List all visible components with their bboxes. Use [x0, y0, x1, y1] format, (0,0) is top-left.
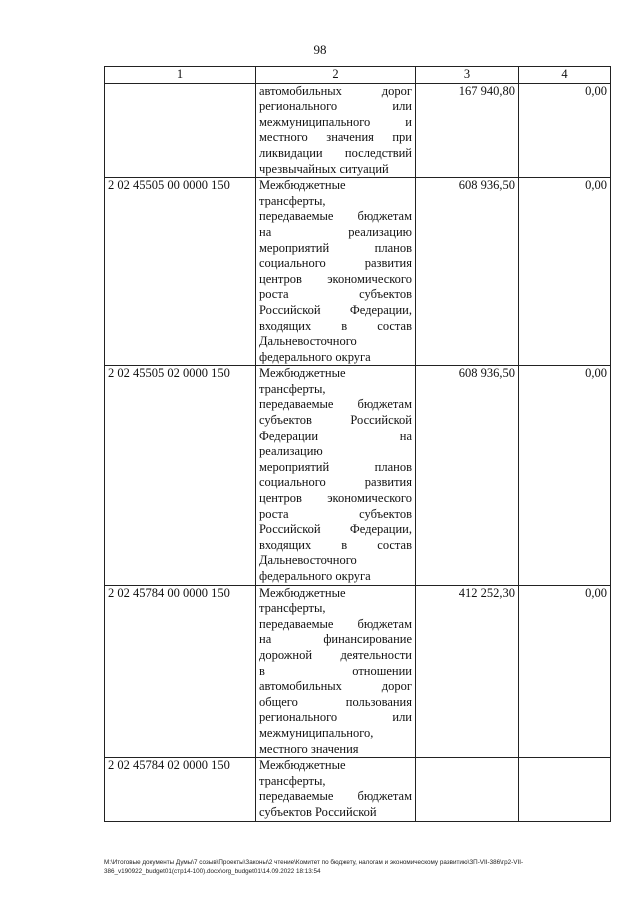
column-header-3: 3 — [416, 67, 519, 84]
name-line: реализацию — [259, 444, 323, 459]
amount-col3 — [416, 758, 519, 821]
name-line: центров экономического — [259, 491, 412, 506]
table-row — [105, 366, 611, 585]
name-line: Федерации на — [259, 428, 412, 443]
name-line: социального развития — [259, 475, 412, 490]
name-line: регионального или — [259, 710, 412, 725]
footer-line-2: 386_v190922_budget01(стр14-100).docx\org_budget01\14.09.2022 18:13:54 — [104, 868, 321, 875]
name-line: мероприятий планов — [259, 459, 412, 474]
name-line: передаваемые бюджетам — [259, 209, 412, 224]
name-line: передаваемые бюджетам — [259, 397, 412, 412]
column-header-2: 2 — [256, 67, 416, 84]
name-line: Межбюджетные — [259, 178, 346, 193]
table-row — [105, 585, 611, 758]
amount-col4: 0,00 — [519, 178, 611, 366]
name-line: местного значения при — [259, 130, 412, 145]
name-line: межмуниципального и — [259, 114, 412, 129]
name-line: роста субъектов — [259, 506, 412, 521]
name-line: межмуниципального, — [259, 725, 374, 740]
name-line: роста субъектов — [259, 287, 412, 302]
name-line: входящих в состав — [259, 318, 412, 333]
name-line: Межбюджетные — [259, 758, 346, 773]
name-line: регионального или — [259, 99, 412, 114]
budget-item-name — [256, 178, 416, 366]
budget-code: 2 02 45784 02 0000 150 — [105, 758, 256, 821]
name-line: мероприятий планов — [259, 240, 412, 255]
name-line: дорожной деятельности — [259, 647, 412, 662]
budget-code — [105, 83, 256, 178]
file-path-footer — [104, 858, 614, 876]
name-line: трансферты, — [259, 193, 326, 208]
name-line: центров экономического — [259, 271, 412, 286]
name-line: в отношении — [259, 663, 412, 678]
name-line: местного значения — [259, 741, 359, 756]
name-line: Дальневосточного — [259, 553, 357, 568]
budget-item-name — [256, 585, 416, 758]
name-line: Межбюджетные — [259, 585, 346, 600]
table-row — [105, 758, 611, 821]
amount-col3: 608 936,50 — [416, 366, 519, 585]
amount-col4 — [519, 758, 611, 821]
name-line: передаваемые бюджетам — [259, 616, 412, 631]
amount-col3: 608 936,50 — [416, 178, 519, 366]
table-row — [105, 83, 611, 178]
name-line: на финансирование — [259, 632, 412, 647]
name-line: передаваемые бюджетам — [259, 789, 412, 804]
budget-item-name — [256, 366, 416, 585]
name-line: Межбюджетные — [259, 366, 346, 381]
name-line: автомобильных дорог — [259, 679, 412, 694]
name-line: чрезвычайных ситуаций — [259, 161, 389, 176]
table-header-row — [105, 67, 611, 84]
amount-col4: 0,00 — [519, 585, 611, 758]
amount-col3: 412 252,30 — [416, 585, 519, 758]
name-line: трансферты, — [259, 381, 326, 396]
name-line: входящих в состав — [259, 537, 412, 552]
column-header-1: 1 — [105, 67, 256, 84]
name-line: Дальневосточного — [259, 334, 357, 349]
budget-item-name — [256, 758, 416, 821]
name-line: субъектов Российской — [259, 804, 377, 819]
budget-code: 2 02 45784 00 0000 150 — [105, 585, 256, 758]
name-line: Российской Федерации, — [259, 302, 412, 317]
name-line: федерального округа — [259, 349, 371, 364]
name-line: автомобильных дорог — [259, 83, 412, 98]
name-line: трансферты, — [259, 773, 326, 788]
name-line: субъектов Российской — [259, 413, 412, 428]
budget-code: 2 02 45505 02 0000 150 — [105, 366, 256, 585]
budget-code: 2 02 45505 00 0000 150 — [105, 178, 256, 366]
name-line: социального развития — [259, 256, 412, 271]
page-number: 98 — [313, 42, 327, 57]
name-line: общего пользования — [259, 694, 412, 709]
name-line: на реализацию — [259, 224, 412, 239]
name-line: трансферты, — [259, 601, 326, 616]
budget-table — [104, 66, 611, 822]
footer-line-1: М:\Итоговые документы Думы\7 созыв\Проекты\Законы\2 чтение\Комитет по бюджету, налогам и экономическому развитию\ЗП-VII-386\гр2-VII- — [104, 859, 524, 866]
name-line: федерального округа — [259, 569, 371, 583]
amount-col4: 0,00 — [519, 366, 611, 585]
table-row — [105, 178, 611, 366]
name-line: Российской Федерации, — [259, 522, 412, 537]
amount-col4: 0,00 — [519, 83, 611, 178]
column-header-4: 4 — [519, 67, 611, 84]
name-line: ликвидации последствий — [259, 145, 412, 160]
amount-col3: 167 940,80 — [416, 83, 519, 178]
budget-item-name — [256, 83, 416, 178]
